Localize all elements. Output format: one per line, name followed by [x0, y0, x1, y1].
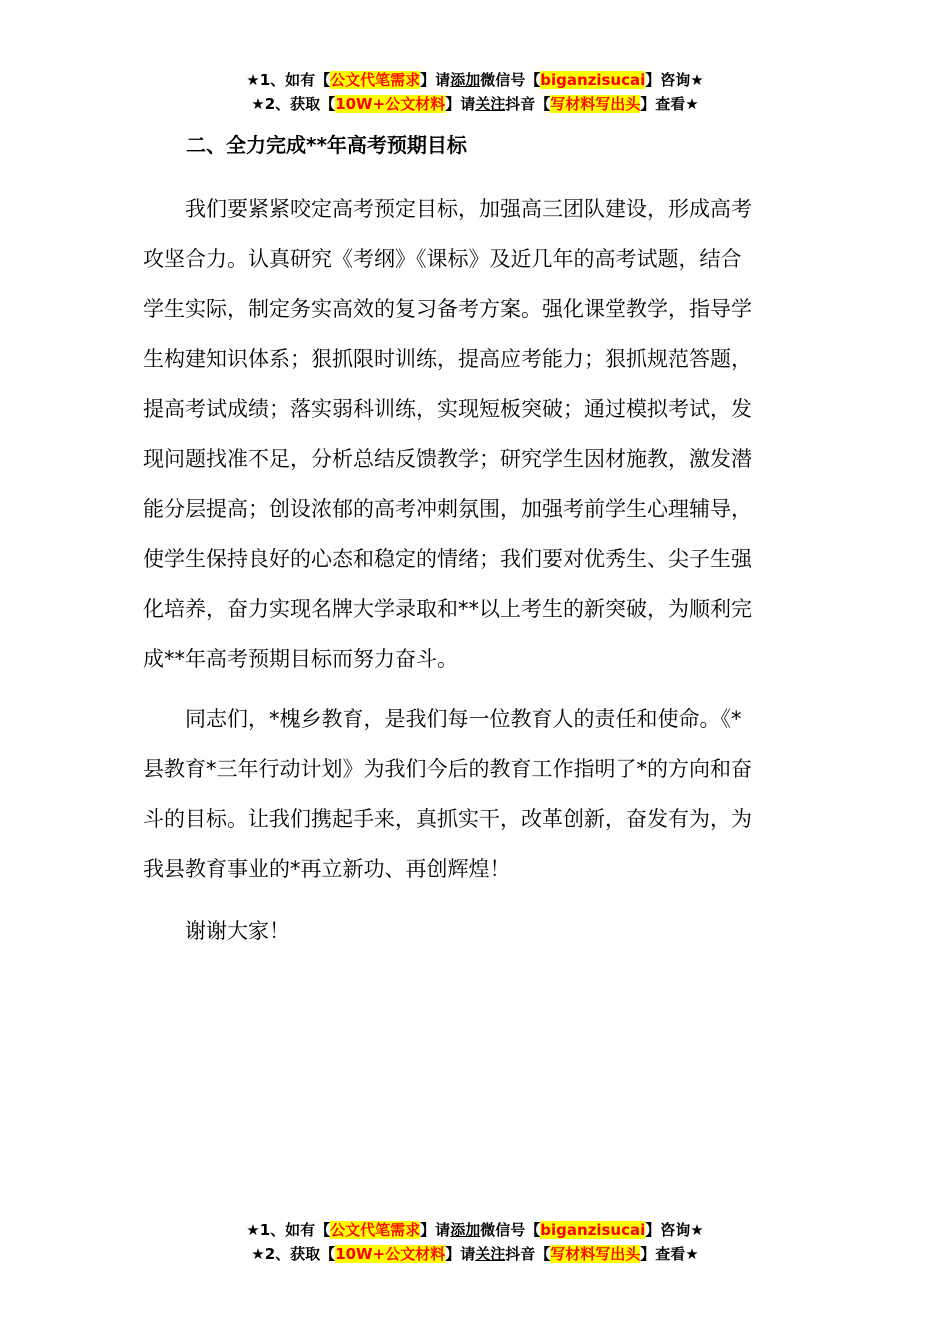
banner-text: 】请 — [445, 95, 476, 113]
header-banner — [0, 68, 950, 116]
section-heading: 二、全力完成**年高考预期目标 — [186, 133, 467, 157]
paragraph-line: 学生实际，制定务实高效的复习备考方案。强化课堂教学，指导学 — [143, 297, 752, 321]
banner-text: 抖音【 — [505, 1245, 551, 1263]
banner-line-1 — [0, 68, 950, 92]
paragraph-line: 县教育*三年行动计划》为我们今后的教育工作指明了*的方向和奋 — [143, 757, 752, 781]
service-highlight: 公文代笔需求 — [330, 71, 421, 89]
banner-text: ★1、如有【 — [246, 1221, 331, 1239]
footer-banner — [0, 1218, 950, 1266]
paragraph-line: 能分层提高；创设浓郁的高考冲刺氛围，加强考前学生心理辅导， — [143, 497, 752, 521]
banner-text: ★2、获取【 — [251, 1245, 336, 1263]
paragraph-line: 我县教育事业的*再立新功、再创辉煌！ — [143, 857, 511, 881]
douyin-id-highlight: 写材料写出头 — [550, 95, 641, 113]
wechat-id-highlight: biganzisucai — [540, 1221, 646, 1239]
paragraph-line: 化培养，奋力实现名牌大学录取和**以上考生的新突破，为顺利完 — [143, 597, 752, 621]
banner-text: 微信号【 — [480, 71, 541, 89]
paragraph-line: 斗的目标。让我们携起手来，真抓实干，改革创新，奋发有为，为 — [143, 807, 752, 831]
materials-highlight: 10W+公文材料 — [335, 1245, 446, 1263]
paragraph-line: 成**年高考预期目标而努力奋斗。 — [143, 647, 458, 671]
paragraph-line: 使学生保持良好的心态和稳定的情绪；我们要对优秀生、尖子生强 — [143, 547, 752, 571]
paragraph-line: 我们要紧紧咬定高考预定目标，加强高三团队建设，形成高考 — [185, 197, 752, 221]
service-highlight: 公文代笔需求 — [330, 1221, 421, 1239]
banner-text: 】请 — [420, 71, 451, 89]
banner-text: ★2、获取【 — [251, 95, 336, 113]
banner-text: 】请 — [445, 1245, 476, 1263]
banner-line-1 — [0, 1218, 950, 1242]
paragraph-line: 提高考试成绩；落实弱科训练，实现短板突破；通过模拟考试，发 — [143, 397, 752, 421]
materials-highlight: 10W+公文材料 — [335, 95, 446, 113]
banner-text: 抖音【 — [505, 95, 551, 113]
paragraph-line: 生构建知识体系；狠抓限时训练，提高应考能力；狠抓规范答题， — [143, 347, 752, 371]
banner-text: 】请 — [420, 1221, 451, 1239]
banner-text: ★1、如有【 — [246, 71, 331, 89]
banner-text: 】咨询★ — [645, 71, 704, 89]
banner-text: 微信号【 — [480, 1221, 541, 1239]
paragraph-line: 同志们，*槐乡教育，是我们每一位教育人的责任和使命。《* — [185, 707, 742, 731]
douyin-id-highlight: 写材料写出头 — [550, 1245, 641, 1263]
paragraph-appeal — [143, 694, 809, 894]
paragraph-line: 现问题找准不足，分析总结反馈教学；研究学生因材施教，激发潜 — [143, 447, 752, 471]
closing-remark — [143, 906, 809, 956]
banner-text: 关注 — [475, 95, 506, 113]
banner-text: 添加 — [450, 71, 481, 89]
wechat-id-highlight: biganzisucai — [540, 71, 646, 89]
paragraph-line: 攻坚合力。认真研究《考纲》《课标》及近几年的高考试题，结合 — [143, 247, 742, 271]
banner-text: 添加 — [450, 1221, 481, 1239]
banner-line-2 — [0, 1242, 950, 1266]
closing-text: 谢谢大家！ — [185, 919, 290, 943]
banner-text: 关注 — [475, 1245, 506, 1263]
banner-line-2 — [0, 92, 950, 116]
banner-text: 】查看★ — [640, 95, 699, 113]
banner-text: 】查看★ — [640, 1245, 699, 1263]
paragraph-goals — [143, 184, 809, 684]
banner-text: 】咨询★ — [645, 1221, 704, 1239]
